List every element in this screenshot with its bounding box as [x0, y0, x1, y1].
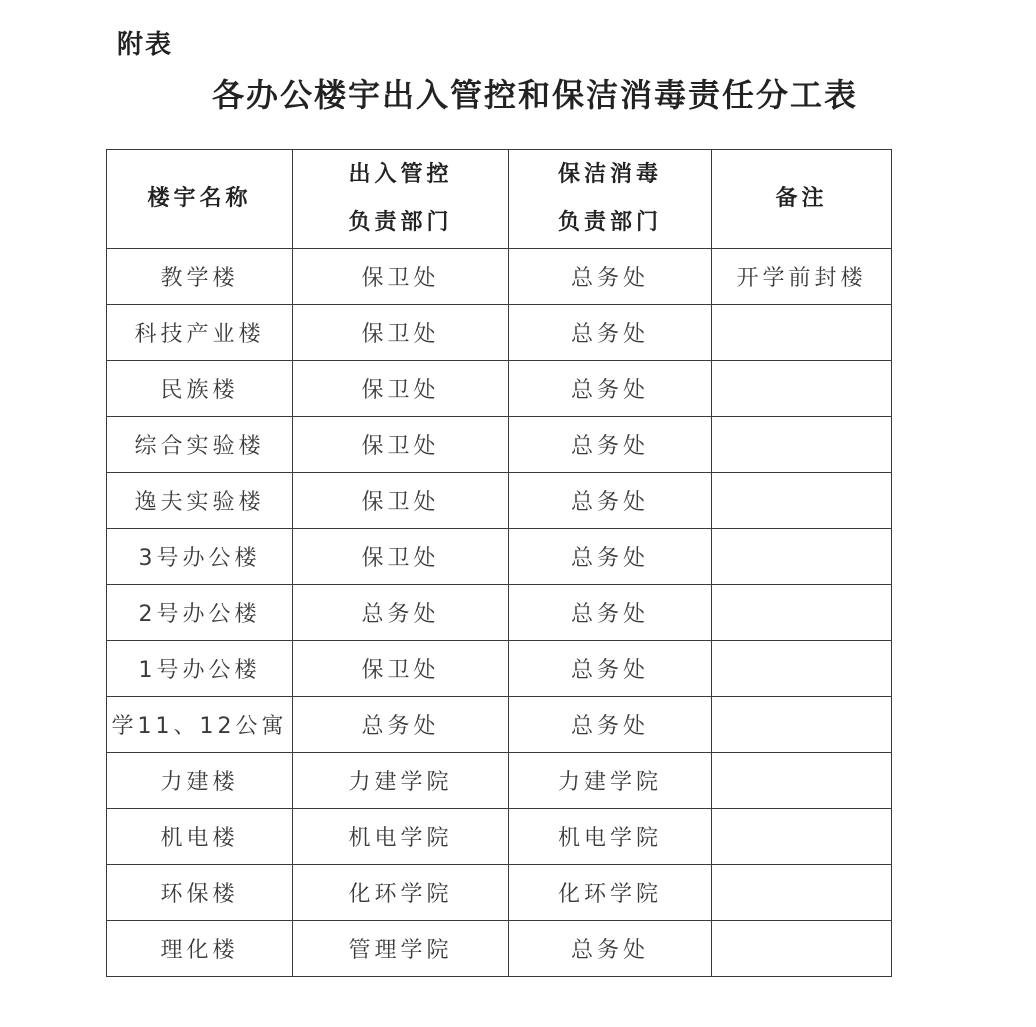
header-cleaning-line2: 负责部门 [557, 210, 662, 235]
cell-access-dept: 保卫处 [293, 417, 509, 473]
cell-cleaning-dept: 总务处 [509, 249, 712, 305]
cell-cleaning-dept: 总务处 [509, 641, 712, 697]
cell-remarks [712, 529, 892, 585]
cell-building: 机电楼 [107, 809, 293, 865]
table-row [107, 641, 892, 697]
cell-remarks [712, 585, 892, 641]
cell-building: 逸夫实验楼 [107, 473, 293, 529]
cell-cleaning-dept: 总务处 [509, 305, 712, 361]
table-row [107, 305, 892, 361]
cell-access-dept: 机电学院 [293, 809, 509, 865]
cell-access-dept: 总务处 [293, 585, 509, 641]
cell-cleaning-dept: 总务处 [509, 361, 712, 417]
table-row [107, 249, 892, 305]
cell-building: 综合实验楼 [107, 417, 293, 473]
header-access-line1: 出入管控 [348, 162, 453, 187]
cell-building: 环保楼 [107, 865, 293, 921]
document-title: 各办公楼宇出入管控和保洁消毒责任分工表 [211, 76, 858, 114]
table-row [107, 473, 892, 529]
cell-remarks [712, 921, 892, 977]
cell-access-dept: 管理学院 [293, 921, 509, 977]
cell-cleaning-dept: 总务处 [509, 529, 712, 585]
cell-building: 1号办公楼 [107, 641, 293, 697]
table-row [107, 753, 892, 809]
table-row [107, 529, 892, 585]
table-row [107, 585, 892, 641]
cell-building: 力建楼 [107, 753, 293, 809]
responsibility-table [106, 149, 892, 977]
cell-cleaning-dept: 总务处 [509, 473, 712, 529]
attachment-label: 附表 [117, 30, 174, 60]
cell-building: 理化楼 [107, 921, 293, 977]
cell-remarks: 开学前封楼 [712, 249, 892, 305]
cell-access-dept: 总务处 [293, 697, 509, 753]
cell-cleaning-dept: 总务处 [509, 417, 712, 473]
cell-building: 3号办公楼 [107, 529, 293, 585]
header-access-control-dept [293, 150, 509, 249]
cell-cleaning-dept: 总务处 [509, 585, 712, 641]
cell-remarks [712, 417, 892, 473]
table-row [107, 865, 892, 921]
cell-access-dept: 保卫处 [293, 641, 509, 697]
cell-remarks [712, 697, 892, 753]
cell-remarks [712, 753, 892, 809]
header-cleaning-line1: 保洁消毒 [557, 162, 662, 187]
table-row [107, 417, 892, 473]
cell-remarks [712, 865, 892, 921]
cell-cleaning-dept: 总务处 [509, 921, 712, 977]
cell-access-dept: 化环学院 [293, 865, 509, 921]
cell-access-dept: 保卫处 [293, 305, 509, 361]
header-building-text: 楼宇名称 [147, 186, 252, 211]
header-remarks [712, 150, 892, 249]
cell-cleaning-dept: 化环学院 [509, 865, 712, 921]
table-row [107, 921, 892, 977]
cell-access-dept: 保卫处 [293, 361, 509, 417]
cell-access-dept: 保卫处 [293, 473, 509, 529]
cell-building: 民族楼 [107, 361, 293, 417]
header-access-line2: 负责部门 [348, 210, 453, 235]
cell-building: 学11、12公寓 [107, 697, 293, 753]
cell-remarks [712, 305, 892, 361]
cell-remarks [712, 361, 892, 417]
table-row [107, 361, 892, 417]
table-header-row [107, 150, 892, 249]
cell-cleaning-dept: 力建学院 [509, 753, 712, 809]
cell-remarks [712, 473, 892, 529]
cell-cleaning-dept: 总务处 [509, 697, 712, 753]
cell-building: 2号办公楼 [107, 585, 293, 641]
cell-remarks [712, 641, 892, 697]
cell-access-dept: 力建学院 [293, 753, 509, 809]
header-building-name [107, 150, 293, 249]
header-remarks-text: 备注 [775, 186, 828, 211]
cell-building: 科技产业楼 [107, 305, 293, 361]
cell-cleaning-dept: 机电学院 [509, 809, 712, 865]
cell-building: 教学楼 [107, 249, 293, 305]
table-row [107, 697, 892, 753]
table-row [107, 809, 892, 865]
cell-access-dept: 保卫处 [293, 529, 509, 585]
cell-remarks [712, 809, 892, 865]
cell-access-dept: 保卫处 [293, 249, 509, 305]
header-cleaning-dept [509, 150, 712, 249]
